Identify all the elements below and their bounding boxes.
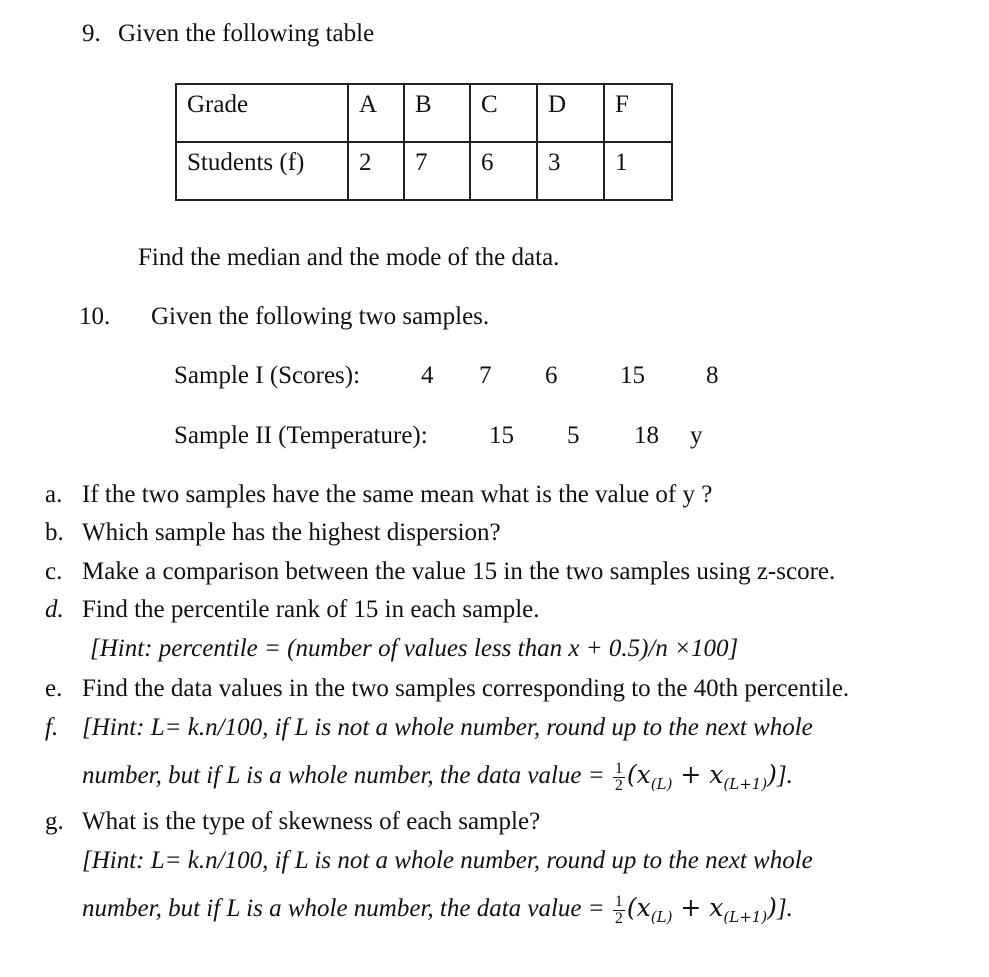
sample-value: 7 <box>479 362 492 389</box>
item-e-letter: e. <box>45 675 63 702</box>
grade-frequency-table <box>175 83 673 201</box>
item-d-hint: [Hint: percentile = (number of values less than x + 0.5)/n ×100] <box>90 635 739 662</box>
sample-value: 15 <box>620 362 645 389</box>
item-e-text: Find the data values in the two samples corresponding to the 40th percentile. <box>82 675 850 702</box>
item-b-text: Which sample has the highest dispersion? <box>82 519 501 546</box>
item-c-letter: c. <box>45 558 63 585</box>
sample-1-label: Sample I (Scores): <box>174 362 361 389</box>
one-half-fraction: $\frac{1}{2}$ <box>614 759 623 794</box>
item-d-text: Find the percentile rank of 15 in each sample. <box>82 596 540 623</box>
sample-2-label: Sample II (Temperature): <box>174 422 428 449</box>
table-cell: B <box>404 84 470 142</box>
table-cell: Students (f) <box>176 142 348 200</box>
one-half-fraction: $\frac{1}{2}$ <box>614 892 623 927</box>
table-cell: Grade <box>176 84 348 142</box>
table-cell: 1 <box>604 142 672 200</box>
sample-value: y <box>690 422 703 449</box>
table-cell: 3 <box>537 142 604 200</box>
question-10-prompt: Given the following two samples. <box>151 303 490 330</box>
sample-value: 15 <box>489 422 514 449</box>
item-g-letter: g. <box>45 808 64 835</box>
sample-value: 6 <box>545 362 558 389</box>
table-cell: 2 <box>348 142 404 200</box>
item-a-text: If the two samples have the same mean what is the value of y ? <box>82 481 713 508</box>
item-c-text: Make a comparison between the value 15 in the two samples using z-score. <box>82 558 836 585</box>
sample-value: 5 <box>567 422 580 449</box>
item-b-letter: b. <box>45 519 64 546</box>
question-10-number: 10. <box>79 303 111 330</box>
item-d-letter: d. <box>45 596 64 623</box>
item-f-letter: f. <box>45 714 59 741</box>
question-9-task: Find the median and the mode of the data. <box>138 244 560 271</box>
table-row-grade <box>176 84 672 142</box>
table-row-students <box>176 142 672 200</box>
question-9-prompt: Given the following table <box>118 20 375 47</box>
table-cell: F <box>604 84 672 142</box>
table-cell: A <box>348 84 404 142</box>
sample-value: 8 <box>706 362 719 389</box>
table-cell: C <box>470 84 537 142</box>
table-cell: D <box>537 84 604 142</box>
sample-value: 4 <box>421 362 434 389</box>
table-cell: 7 <box>404 142 470 200</box>
item-f-hint-line2: number, but if L is a whole number, the data value = $\frac{1}{2}$ $(x_{(L)} + x_{(L+1)})$]. <box>82 759 793 794</box>
question-9-number: 9. <box>82 20 101 47</box>
item-f-hint-line1: [Hint: L= k.n/100, if L is not a whole number, round up to the next whole <box>82 714 813 741</box>
item-a-letter: a. <box>45 481 63 508</box>
item-g-hint-line2: number, but if L is a whole number, the data value = $\frac{1}{2}$ $(x_{(L)} + x_{(L+1)})$]. <box>82 892 793 927</box>
item-g-text: What is the type of skewness of each sample? <box>82 808 541 835</box>
table-cell: 6 <box>470 142 537 200</box>
sample-value: 18 <box>634 422 659 449</box>
item-g-hint-line1: [Hint: L= k.n/100, if L is not a whole number, round up to the next whole <box>82 847 813 874</box>
